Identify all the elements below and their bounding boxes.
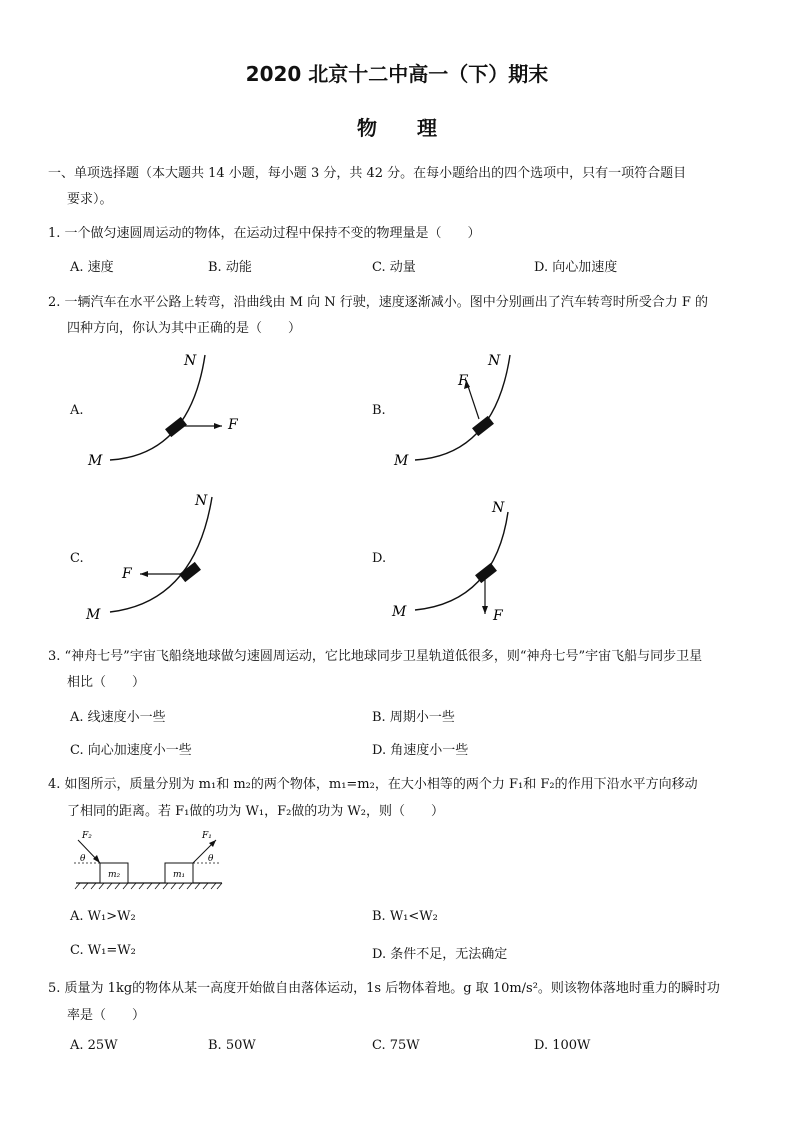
label-n: N — [195, 493, 208, 509]
curve-path — [110, 355, 205, 460]
q4-option-c: C. W₁=W₂ — [70, 943, 136, 958]
q1-option-a: A. 速度 — [70, 260, 114, 275]
ground-hatching — [75, 883, 222, 889]
label-f: F — [458, 373, 468, 389]
q4-figure — [70, 828, 230, 892]
q4-option-d: D. 条件不足，无法确定 — [372, 947, 508, 962]
q5-option-c: C. 75W — [372, 1038, 420, 1053]
q2-option-c: C. — [70, 551, 84, 566]
question-4-stem-cont: 了相同的距离。若 F₁做的功为 W₁，F₂做的功为 W₂，则（ ） — [67, 804, 445, 819]
curve-path — [415, 355, 510, 460]
label-m: M — [392, 604, 407, 620]
label-n: N — [488, 353, 501, 369]
curve-path — [110, 497, 212, 612]
car-block — [475, 563, 497, 583]
q1-option-c: C. 动量 — [372, 260, 416, 275]
label-m: M — [88, 453, 103, 469]
q5-option-b: B. 50W — [208, 1038, 256, 1053]
label-m2: m₂ — [108, 870, 121, 880]
q3-option-c: C. 向心加速度小一些 — [70, 743, 192, 758]
section-heading-cont: 要求）。 — [67, 192, 113, 207]
label-f2: F₂ — [82, 831, 92, 841]
q4-option-b: B. W₁<W₂ — [372, 909, 438, 924]
q2-option-b: B. — [372, 403, 386, 418]
question-3-stem: 3. “神舟七号”宇宙飞船绕地球做匀速圆周运动，它比地球同步卫星轨道低很多，则“神舟七号”宇宙飞船与同步卫星 — [48, 649, 703, 664]
label-f: F — [122, 566, 132, 582]
arrow-head — [214, 423, 222, 429]
arrow-head — [482, 606, 488, 614]
section-heading: 一、单项选择题（本大题共 14 小题，每小题 3 分，共 42 分。在每小题给出的四个选项中，只有一项符合题目 — [48, 166, 687, 181]
q5-option-a: A. 25W — [70, 1038, 118, 1053]
label-n: N — [492, 500, 505, 516]
page-title: 2020 北京十二中高一（下）期末 — [245, 62, 549, 86]
q2-option-a: A. — [70, 403, 84, 418]
q3-option-a: A. 线速度小一些 — [70, 710, 166, 725]
curve-path — [415, 512, 508, 610]
subject-title: 物 理 — [357, 116, 437, 140]
q2-figure-c — [80, 487, 270, 627]
car-block — [165, 417, 187, 437]
q5-option-d: D. 100W — [534, 1038, 591, 1053]
q2-figure-b — [380, 345, 570, 475]
label-m: M — [394, 453, 409, 469]
label-f: F — [228, 417, 238, 433]
label-f: F — [493, 608, 503, 624]
label-n: N — [184, 353, 197, 369]
q3-option-b: B. 周期小一些 — [372, 710, 455, 725]
q4-option-a: A. W₁>W₂ — [70, 909, 136, 924]
q2-figure-d — [380, 492, 570, 627]
q2-option-d: D. — [372, 551, 387, 566]
label-theta-right: θ — [208, 854, 214, 864]
question-5-stem-cont: 率是（ ） — [67, 1008, 146, 1023]
question-4-stem: 4. 如图所示，质量分别为 m₁和 m₂的两个物体，m₁=m₂，在大小相等的两个力 F₁和 F₂的作用下沿水平方向移动 — [48, 777, 698, 792]
car-block — [472, 416, 494, 436]
question-3-stem-cont: 相比（ ） — [67, 675, 146, 690]
label-m: M — [86, 607, 101, 623]
label-theta-left: θ — [80, 854, 86, 864]
arrow-head — [140, 571, 148, 577]
q1-option-b: B. 动能 — [208, 260, 252, 275]
q1-option-d: D. 向心加速度 — [534, 260, 618, 275]
question-2-stem: 2. 一辆汽车在水平公路上转弯，沿曲线由 M 向 N 行驶，速度逐渐减小。图中分别画出了汽车转弯时所受合力 F 的 — [48, 295, 709, 310]
q3-option-d: D. 角速度小一些 — [372, 743, 469, 758]
question-1-stem: 1. 一个做匀速圆周运动的物体，在运动过程中保持不变的物理量是（ ） — [48, 226, 481, 241]
question-5-stem: 5. 质量为 1kg的物体从某一高度开始做自由落体运动，1s 后物体着地。g 取 10m/s²。则该物体落地时重力的瞬时功 — [48, 981, 720, 996]
question-2-stem-cont: 四种方向，你认为其中正确的是（ ） — [67, 321, 302, 336]
label-f1: F₁ — [202, 831, 212, 841]
car-block — [179, 562, 201, 582]
q2-figure-a — [80, 345, 270, 475]
label-m1: m₁ — [173, 870, 186, 880]
